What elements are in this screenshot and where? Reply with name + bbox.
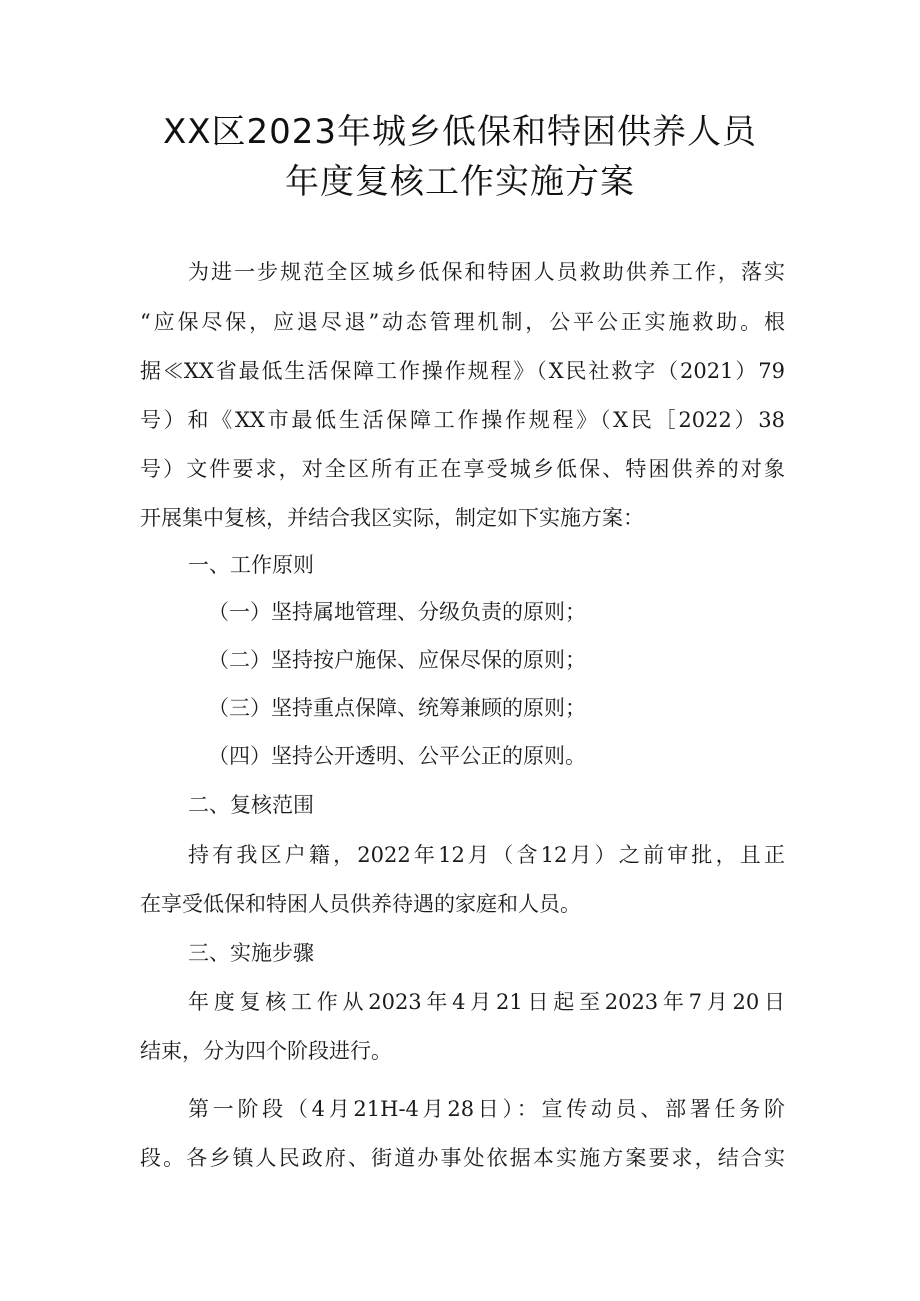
principle-item: （四）坚持公开透明、公平公正的原则。 <box>208 744 586 768</box>
stage1-line: 第一阶段（4月21H-4月28日）：宣传动员、部署任务阶 <box>188 1097 785 1121</box>
intro-line: 据≪XX省最低生活保障工作操作规程》（X民社救字（2021）79 <box>140 359 785 383</box>
steps-line: 结束，分为四个阶段进行。 <box>140 1039 392 1063</box>
principle-item: （一）坚持属地管理、分级负责的原则； <box>208 600 586 624</box>
intro-line: 号）文件要求，对全区所有正在享受城乡低保、特困供养的对象 <box>140 457 785 481</box>
intro-line: 开展集中复核，并结合我区实际，制定如下实施方案： <box>140 506 644 530</box>
section-heading-scope: 二、复核范围 <box>188 793 314 817</box>
intro-line: “应保尽保，应退尽退”动态管理机制，公平公正实施救助。根 <box>140 310 785 334</box>
intro-line: 为进一步规范全区城乡低保和特困人员救助供养工作，落实 <box>188 260 785 284</box>
principle-item: （三）坚持重点保障、统筹兼顾的原则； <box>208 696 586 720</box>
document-title-line-2: 年度复核工作实施方案 <box>285 162 635 202</box>
scope-line: 持有我区户籍，2022年12月（含12月）之前审批，且正 <box>188 843 785 867</box>
scope-line: 在享受低保和特困人员供养待遇的家庭和人员。 <box>140 892 581 916</box>
intro-line: 号）和《XX市最低生活保障工作操作规程》（X民［2022）38 <box>140 408 785 432</box>
section-heading-steps: 三、实施步骤 <box>188 941 314 965</box>
section-heading-principles: 一、工作原则 <box>188 553 314 577</box>
principle-item: （二）坚持按户施保、应保尽保的原则； <box>208 648 586 672</box>
document-title-line-1: XX区2023年城乡低保和特困供养人员 <box>162 112 758 152</box>
steps-line: 年度复核工作从2023年4月21日起至2023年7月20日 <box>188 990 785 1014</box>
stage1-line: 段。各乡镇人民政府、街道办事处依据本实施方案要求，结合实 <box>140 1146 785 1170</box>
